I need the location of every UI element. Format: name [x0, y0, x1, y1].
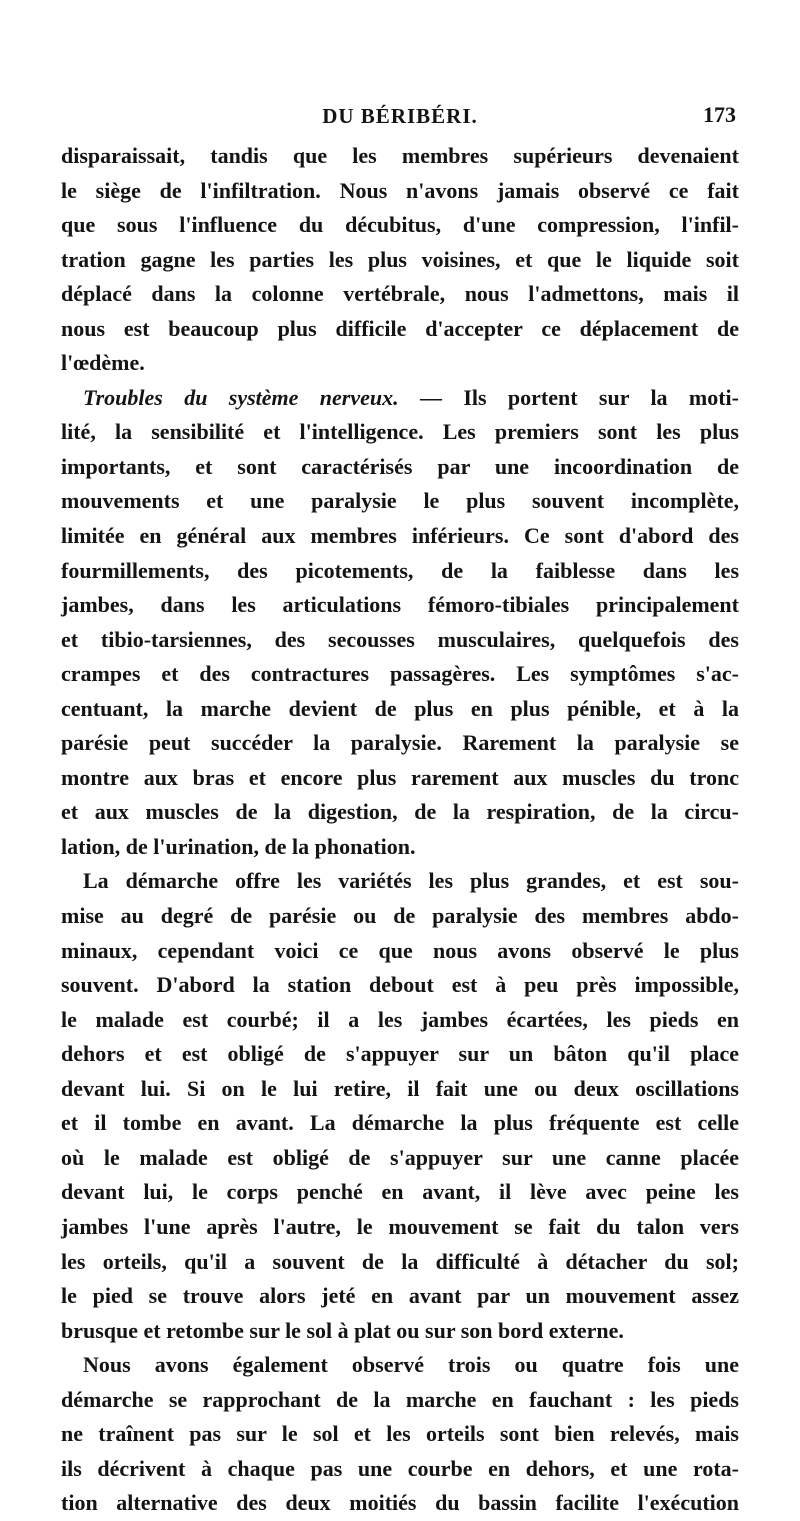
text-line: où le malade est obligé de s'appuyer sur une canne placée [61, 1144, 739, 1170]
text-line: jambes l'une après l'autre, le mouvement se fait du talon vers [61, 1213, 739, 1239]
text-line: lité, la sensibilité et l'intelligence. Les premiers sont les plus [61, 419, 739, 445]
text-line: crampes et des contractures passagères. Les symptômes s'ac- [61, 661, 739, 687]
section-heading: Troubles du système nerveux. [83, 384, 399, 410]
text-line: ils décrivent à chaque pas une courbe en dehors, et une rota- [61, 1455, 739, 1481]
text-line: importants, et sont caractérisés par une incoordination de [61, 453, 739, 479]
text-line: les orteils, qu'il a souvent de la difficulté à détacher du sol; [61, 1248, 739, 1274]
text-line: tration gagne les parties les plus voisines, et que le liquide soit [61, 246, 739, 272]
text-line: montre aux bras et encore plus rarement aux muscles du tronc [61, 764, 739, 790]
text-line: nous est beaucoup plus difficile d'accepter ce déplacement de [61, 315, 739, 341]
text-line: Nous avons également observé trois ou quatre fois une [83, 1352, 739, 1378]
text-line: que sous l'influence du décubitus, d'une compression, l'infil- [61, 212, 739, 238]
text-line: lation, de l'urination, de la phonation. [61, 833, 416, 859]
text-line: devant lui, le corps penché en avant, il lève avec peine les [61, 1179, 739, 1205]
text-line: devant lui. Si on le lui retire, il fait une ou deux oscillations [61, 1075, 739, 1101]
text-line: disparaissait, tandis que les membres supérieurs devenaient [61, 143, 739, 168]
text-line: souvent. D'abord la station debout est à peu près impossible, [61, 972, 739, 998]
text-line: minaux, cependant voici ce que nous avons observé le plus [61, 937, 739, 963]
page-number: 173 [703, 102, 736, 127]
text-line: et tibio-tarsiennes, des secousses musculaires, quelquefois des [61, 626, 739, 652]
text-line: et il tombe en avant. La démarche la plus fréquente est celle [61, 1110, 739, 1136]
text-line: dehors et est obligé de s'appuyer sur un bâton qu'il place [61, 1041, 739, 1067]
text-line: centuant, la marche devient de plus en plus pénible, et à la [61, 695, 739, 721]
text-line: démarche se rapprochant de la marche en fauchant : les pieds [61, 1386, 739, 1412]
text-line: parésie peut succéder la paralysie. Rarement la paralysie se [61, 730, 739, 756]
body-text [61, 139, 739, 1521]
text-line: l'œdème. [61, 350, 145, 376]
text-line: fourmillements, des picotements, de la faiblesse dans les [61, 557, 739, 583]
text-line: le siège de l'infiltration. Nous n'avons jamais observé ce fait [61, 177, 739, 203]
text-line: et aux muscles de la digestion, de la respiration, de la circu- [61, 799, 739, 825]
text-line: La démarche offre les variétés les plus grandes, et est sou- [83, 868, 739, 894]
text-line: le pied se trouve alors jeté en avant par un mouvement assez [61, 1283, 739, 1309]
text-line: limitée en général aux membres inférieurs. Ce sont d'abord des [61, 523, 739, 549]
text-line: jambes, dans les articulations fémoro-tibiales principalement [61, 592, 739, 618]
text-line: brusque et retombe sur le sol à plat ou sur son bord externe. [61, 1317, 624, 1343]
text-line: le malade est courbé; il a les jambes écartées, les pieds en [61, 1006, 739, 1032]
text-line: tion alternative des deux moitiés du bassin facilite l'exécution [61, 1490, 739, 1516]
section-heading-line [61, 381, 739, 416]
text-line: ne traînent pas sur le sol et les orteils sont bien relevés, mais [61, 1421, 739, 1447]
text-line: déplacé dans la colonne vertébrale, nous l'admettons, mais il [61, 281, 739, 307]
section-heading-rest: — Ils portent sur la moti- [398, 384, 739, 410]
text-line: mise au degré de parésie ou de paralysie des membres abdo- [61, 903, 739, 929]
running-title: DU BÉRIBÉRI. [322, 104, 478, 128]
page-header [60, 104, 740, 138]
text-line: mouvements et une paralysie le plus souvent incomplète, [61, 488, 739, 514]
